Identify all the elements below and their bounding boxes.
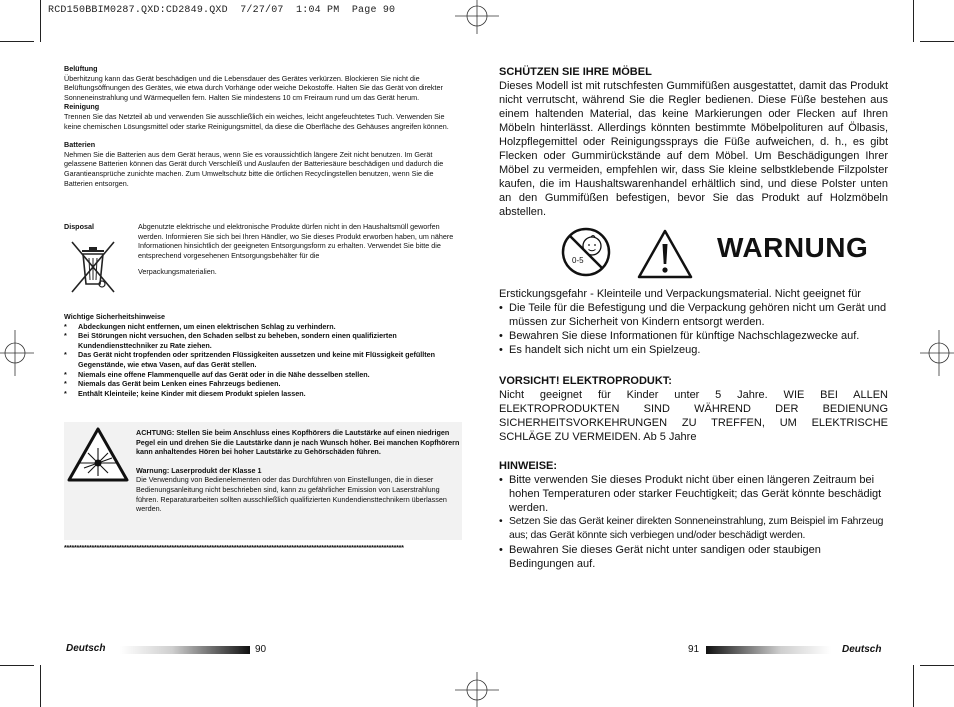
safety-item: * Das Gerät nicht tropfenden oder spritzenden Flüssigkeiten aussetzen und keine mit Flüssigkeit gefüllten Gegenstände, wie etwa Vasen, auf das Gerät stellen. — [64, 350, 436, 369]
section-title-reinigung: Reinigung — [64, 102, 100, 112]
disposal-text — [138, 222, 458, 277]
bullet-item: • Bitte verwenden Sie dieses Produkt nicht über einen längeren Zeitraum bei hohen Temperaturen oder starker Feuchtigkeit; das Gerät könnte beschädigt werden. — [499, 474, 882, 514]
crop-mark — [40, 0, 41, 42]
registration-mark-bottom — [455, 672, 499, 707]
disposal-text-end: Verpackungsmaterialien. — [138, 267, 217, 277]
section-title-belueftung: Belüftung — [64, 64, 98, 73]
footer-gradient-bar-left — [120, 646, 250, 654]
crop-mark — [0, 41, 34, 42]
section-title-disposal: Disposal — [64, 222, 94, 231]
bullet-item: • Bewahren Sie diese Informationen für künftige Nachschlagezwecke auf. — [499, 330, 860, 342]
choking-intro: Erstickungsgefahr - Kleinteile und Verpackungsmaterial. Nicht geeignet für — [499, 288, 861, 300]
safety-section — [64, 312, 464, 398]
section-text-moebel: Dieses Modell ist mit rutschfesten Gummifüßen ausgestattet, damit das Produkt nicht verrutscht, während Sie die Regler bedienen. Diese Füße bestehen aus einem haltenden Material, das keine Markierungen oder Flecken auf Ihren Möbeln hinterlässt. Allerdings könnten bestimmte Möbelpolituren auf Ölbasis, Holzpflegemittel oder Reinigungssprays die Füße aufweichen, d. h., es gibt Flecken oder Gummirückstände auf dem Möbel. Um Beschädigungen Ihrer Möbel zu vermeiden, empfehlen wir, dass Sie kleine selbstklebende Filzpolster kaufen, die im Haushaltswarenhandel erhältlich sind, und diese Polster unten an den Gummifüßen befestigen, bevor Sie das Produkt auf Holzmöbeln abstellen. — [499, 80, 888, 218]
section-title-vorsicht: VORSICHT! ELEKTROPRODUKT: — [499, 375, 672, 387]
section-title-safety: Wichtige Sicherheitshinweise — [64, 312, 165, 321]
safety-item: * Niemals eine offene Flammenquelle auf das Gerät oder in die Nähe desselben stellen. — [64, 369, 370, 379]
warning-heading: WARNUNG — [717, 232, 869, 263]
bullet-item: • Es handelt sich nicht um ein Spielzeug. — [499, 344, 701, 356]
laser-warning-title: Warnung: Laserprodukt der Klasse 1 — [136, 465, 262, 475]
not-for-children-icon — [560, 226, 612, 278]
registration-mark-right — [920, 330, 954, 376]
section-title-moebel: SCHÜTZEN SIE IHRE MÖBEL — [499, 66, 652, 78]
safety-item: * Abdeckungen nicht entfernen, um einen elektrischen Schlag zu verhindern. — [64, 321, 336, 331]
bullet-item: • Bewahren Sie dieses Gerät nicht unter sandigen oder staubigen Bedingungen auf. — [499, 544, 821, 570]
safety-item: * Bei Störungen nicht versuchen, den Schaden selbst zu beheben, sondern einen qualifizierten Kundendiensttechniker zu Rate ziehen. — [64, 331, 397, 350]
notes-section — [499, 459, 888, 571]
crop-mark — [920, 41, 954, 42]
section-title-batterien: Batterien — [64, 140, 96, 150]
crop-mark — [920, 665, 954, 666]
crop-mark — [40, 665, 41, 707]
crop-mark — [0, 665, 34, 666]
furniture-section — [499, 65, 888, 219]
crop-mark — [913, 665, 914, 707]
headphone-caution-text: ACHTUNG: Stellen Sie beim Anschluss eines Kopfhörers die Lautstärke auf einen niedrigen Pegel ein und drehen Sie die Lautstärke dann je nach Wunsch höher. Bei manchen Kopfhörern kann anhaltendes Hören bei hoher Lautstärke zu Gehörschäden führen. — [136, 428, 460, 457]
section-title-hinweise: HINWEISE: — [499, 460, 558, 472]
section-text-batterien: Nehmen Sie die Batterien aus dem Gerät heraus, wenn Sie es voraussichtlich längere Zeit nicht benutzen. Im Gerät gelassene Batterien können das Gerät durch Verschleiß und Auslaufen der Batteriesäure beschädigen und dadurch die Garantieansprüche zunichte machen. Zum Umweltschutz bitte die örtlichen Recyclingstellen benutzen, wenn Sie die Batterien entsorgen. — [64, 149, 444, 188]
bullet-item: • Setzen Sie das Gerät keiner direkten Sonneneinstrahlung, zum Beispiel im Fahrzeug aus; das Gerät könnte sich verbiegen und/oder beschädigt werden. — [499, 516, 884, 541]
laser-warning-body: Die Verwendung von Bedienelementen oder das Durchführen von Einstellungen, die in dieser Bedienungsanleitung nicht beschrieben sind, kann zu gefährlicher Emission von Laserstrahlung führen. Reparaturarbeiten sollten ausschließlich qualifizierten Kundendiensttechnikern überlassen werden. — [136, 475, 447, 514]
electro-caution-section — [499, 374, 888, 444]
page-number-left: 90 — [255, 644, 267, 655]
star-divider: **************************************************************************************************************************************** — [64, 543, 404, 552]
section-text-vorsicht: Nicht geeignet für Kinder unter 5 Jahre. WIE BEI ALLEN ELEKTROPRODUKTEN SIND WÄHREND DER BEDIENUNG SICHERHEITSVORKEHRUNGEN ZU TREFFEN, UM ELEKTRISCHE SCHLÄGE ZU VERMEIDEN. Ab 5 Jahre — [499, 389, 888, 443]
print-slug: RCD150BBIM0287.QXD:CD2849.QXD 7/27/07 1:04 PM Page 90 — [48, 5, 396, 16]
disposal-text-main: Abgenutzte elektrische und elektronische Produkte dürfen nicht in den Haushaltsmüll geworfen werden. Informieren Sie sich bei Ihren Händler, wo Sie dieses Produkt erworben haben, um nähere Informationen hinsichtlich der geeigneten Entsorgungsform zu erhalten. Verwendet Sie bitte die entsprechend vorgesehenen Entsorgungsbehälter für die — [138, 222, 454, 260]
laser-warning-text — [136, 428, 462, 514]
laser-warning-icon — [66, 426, 130, 484]
registration-mark-top — [455, 0, 499, 34]
crop-mark — [913, 0, 914, 42]
page-number-right: 91 — [688, 644, 700, 655]
footer-language-left: Deutsch — [66, 643, 106, 654]
warning-triangle-icon — [636, 228, 694, 280]
footer-gradient-bar-right — [706, 646, 831, 654]
age-label: 0-5 — [572, 256, 584, 265]
choking-section — [499, 287, 888, 357]
crossed-bin-icon — [66, 238, 120, 296]
section-text-reinigung: Trennen Sie das Netzteil ab und verwenden Sie ausschließlich ein weiches, leicht angefeuchtetes Tuch. Verwenden Sie keine chemischen Lösungsmittel oder starke Reinigungsmittel, da diese die Oberfläche des Gehäuses angreifen können. — [64, 111, 449, 131]
disposal-section — [64, 222, 464, 304]
safety-item: * Enthält Kleinteile; keine Kinder mit diesem Produkt spielen lassen. — [64, 388, 306, 398]
safety-item: * Niemals das Gerät beim Lenken eines Fahrzeugs bedienen. — [64, 379, 281, 389]
left-page-text — [64, 64, 462, 188]
section-text-belueftung: Überhitzung kann das Gerät beschädigen und die Lebensdauer des Gerätes verkürzen. Blockieren Sie nicht die Belüftungsöffnungen des Gerätes, wie etwa durch Vorhänge oder weiche Dekostoffe. Halten Sie das Gerät von direkter Sonneneinstrahlung und Wärmequellen fern. Halten Sie mindestens 10 cm Freiraum rund um das Gerät herum. — [64, 73, 443, 102]
registration-mark-left — [0, 330, 34, 376]
bullet-item: • Die Teile für die Befestigung und die Verpackung gehören nicht um Gerät und müssen zur Sicherheit von Kindern entsorgt werden. — [499, 302, 887, 328]
footer-language-right: Deutsch — [842, 644, 882, 655]
